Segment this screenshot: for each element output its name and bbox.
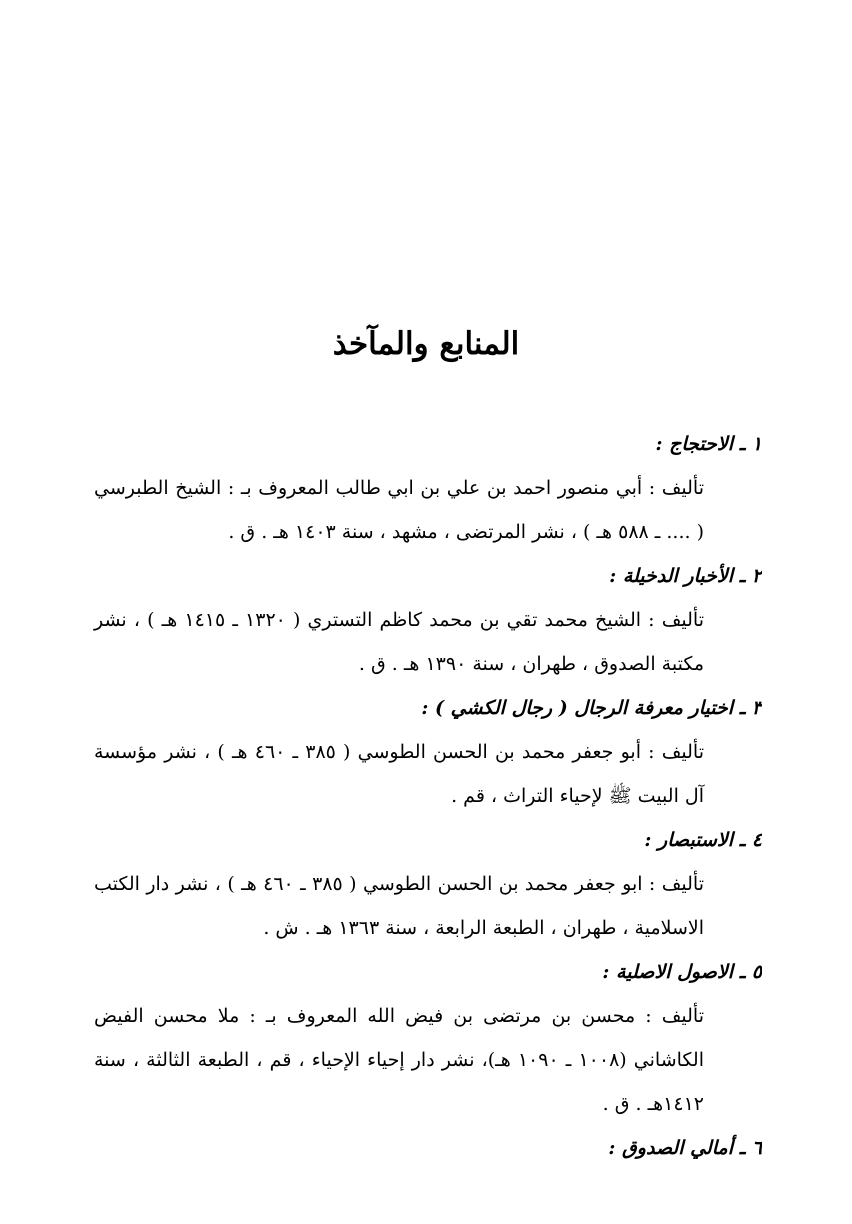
reference-title: اختيار معرفة الرجال ( رجال الكشي ) : [421,697,733,719]
reference-heading: ٢ ـ الأخبار الدخيلة : [609,565,762,587]
reference-body: تأليف : ابو جعفر محمد بن الحسن الطوسي ( ٣٨٥ ـ ٤٦٠ هـ ) ، نشر دار الكتب الاسلامية ، طهران ، الطبعة الرابعة ، سنة ١٣٦٣ هـ . ش . [94,873,704,939]
reference-title: الاستبصار : [644,829,733,851]
reference-number: ٦ [751,1137,762,1159]
reference-heading: ٥ ـ الاصول الاصلية : [602,961,762,983]
reference-body: تأليف : الشيخ محمد تقي بن محمد كاظم التستري ( ١٣٢٠ ـ ١٤١٥ هـ ) ، نشر مكتبة الصدوق ، طهران ، سنة ١٣٩٠ هـ . ق . [94,609,704,675]
reference-entry-2 [94,554,762,686]
reference-number: ٥ [751,961,762,983]
reference-body: تأليف : أبي منصور احمد بن علي بن ابي طالب المعروف بـ : الشيخ الطبرسي ( .... ـ ٥٨٨ هـ ) ، نشر المرتضى ، مشهد ، سنة ١٤٠٣ هـ . ق . [94,477,704,543]
reference-title: الاحتجاج : [655,433,733,455]
reference-body: تأليف : محسن بن مرتضى بن فيض الله المعروف بـ : ملا محسن الفيض الكاشاني (١٠٠٨ ـ ١٠٩٠ هـ)، نشر دار إحياء الإحياء ، قم ، الطبعة الثالثة ، سنة ١٤١٢هـ . ق . [94,1005,704,1115]
reference-entry-5 [94,950,762,1126]
reference-entry-4 [94,818,762,950]
reference-entry-3 [94,686,762,818]
references-list [94,422,762,1170]
reference-title: الاصول الاصلية : [602,961,733,983]
reference-number: ٤ [751,829,762,851]
reference-heading: ٦ ـ أمالي الصدوق : [608,1137,762,1159]
reference-entry-6 [94,1126,762,1170]
page-title: المنابع والمآخذ [332,326,520,362]
reference-number: ٣ [751,697,762,719]
reference-body: تأليف : أبو جعفر محمد بن الحسن الطوسي ( ٣٨٥ ـ ٤٦٠ هـ ) ، نشر مؤسسة آل البيت ﷺ لإحياء التراث ، قم . [94,741,704,807]
reference-heading: ١ ـ الاحتجاج : [655,433,762,455]
reference-heading: ٤ ـ الاستبصار : [644,829,762,851]
reference-number: ٢ [751,565,762,587]
reference-entry-1 [94,422,762,554]
reference-title: الأخبار الدخيلة : [609,565,733,587]
reference-number: ١ [751,433,762,455]
reference-heading: ٣ ـ اختيار معرفة الرجال ( رجال الكشي ) : [421,697,762,719]
reference-title: أمالي الصدوق : [608,1137,733,1159]
